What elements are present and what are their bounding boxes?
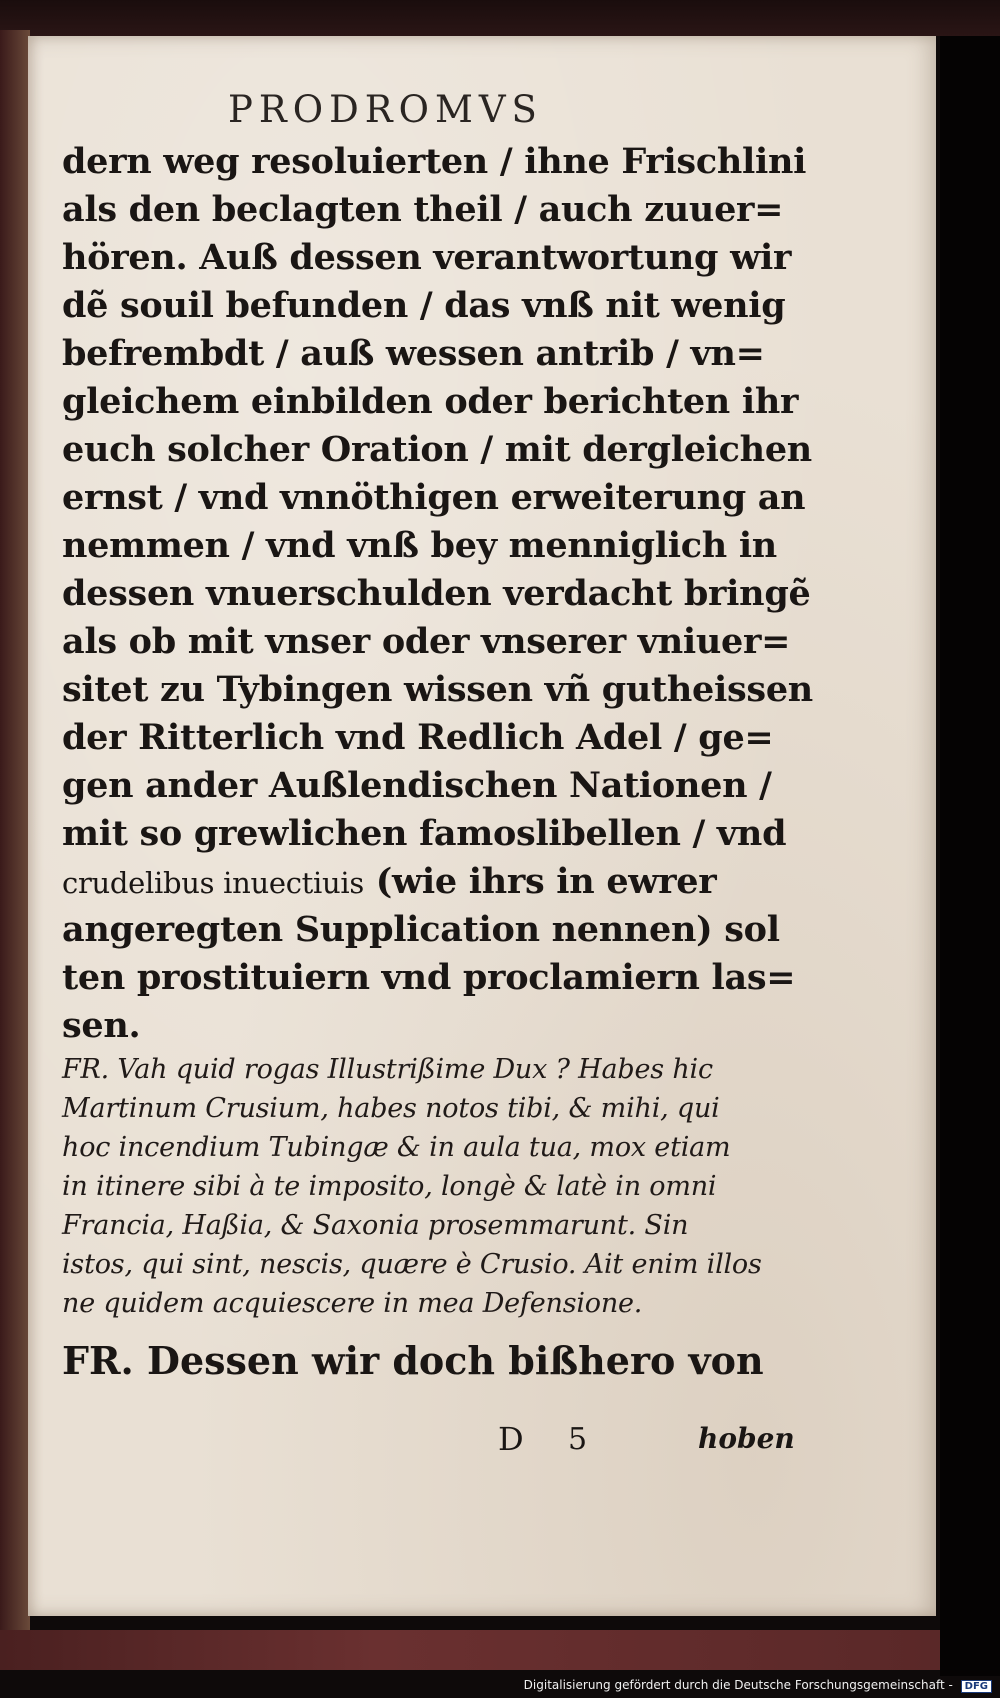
text-line: ernst / vnd vnnöthigen erweiterung an bbox=[62, 477, 806, 518]
text-line: mit so grewlichen famoslibellen / vnd bbox=[62, 813, 787, 854]
latin-line: Martinum Crusium, habes notos tibi, & mihi, qui bbox=[62, 1093, 720, 1124]
text-line: befrembdt / auß wessen antrib / vn= bbox=[62, 333, 765, 374]
digitization-credit bbox=[524, 1678, 992, 1696]
text-line: sen. bbox=[62, 1005, 141, 1046]
text-line: der Ritterlich vnd Redlich Adel / ge= bbox=[62, 717, 774, 758]
dfg-logo: DFG bbox=[961, 1680, 992, 1693]
running-head: PRODROMVS bbox=[228, 88, 543, 131]
book-cover-edge bbox=[0, 1630, 940, 1670]
credit-text: Digitalisierung gefördert durch die Deutsche Forschungsgemeinschaft - bbox=[523, 1678, 953, 1692]
text-line: gen ander Außlendischen Nationen / bbox=[62, 765, 772, 806]
page-body bbox=[62, 138, 813, 1389]
text-line: nemmen / vnd vnß bey menniglich in bbox=[62, 525, 777, 566]
latin-line: in itinere sibi à te imposito, longè & latè in omni bbox=[62, 1171, 717, 1202]
german-phrase: (wie ihrs in ewrer bbox=[375, 861, 717, 902]
text-line: als den beclagten theil / auch zuuer= bbox=[62, 189, 784, 230]
text-line: angeregten Supplication nennen) sol bbox=[62, 909, 780, 950]
latin-line: FR. Vah quid rogas Illustrißime Dux ? Habes hic bbox=[62, 1054, 713, 1085]
text-line: dẽ souil befunden / das vnß nit wenig bbox=[62, 285, 786, 326]
text-line: dern weg resoluierten / ihne Frischlini bbox=[62, 141, 807, 182]
signature-number: 5 bbox=[568, 1422, 588, 1457]
latin-line: hoc incendium Tubingæ & in aula tua, mox etiam bbox=[62, 1132, 731, 1163]
scan-top-border bbox=[0, 0, 1000, 36]
text-line: ten prostituiern vnd proclamiern las= bbox=[62, 957, 796, 998]
book-binding-edge bbox=[0, 30, 30, 1670]
text-line: dessen vnuerschulden verdacht bringẽ bbox=[62, 573, 811, 614]
book-page bbox=[28, 36, 936, 1616]
speaker-line: FR. Dessen wir doch bißhero von bbox=[62, 1338, 764, 1383]
latin-line: istos, qui sint, nescis, quære è Crusio. Ait enim illos bbox=[62, 1249, 762, 1280]
latin-phrase: crudelibus inuectiuis bbox=[62, 866, 364, 900]
mixed-text-line bbox=[62, 858, 782, 906]
latin-line: ne quidem acquiescere in mea Defensione. bbox=[62, 1288, 643, 1319]
text-line: gleichem einbilden oder berichten ihr bbox=[62, 381, 799, 422]
scan-right-border bbox=[940, 36, 1000, 1676]
catchword: hoben bbox=[698, 1422, 795, 1455]
text-line: als ob mit vnser oder vnserer vniuer= bbox=[62, 621, 791, 662]
text-line: sitet zu Tybingen wissen vñ gutheissen bbox=[62, 669, 813, 710]
signature-mark: D bbox=[498, 1420, 524, 1458]
page-footer-line bbox=[498, 1420, 798, 1464]
text-line: euch solcher Oration / mit dergleichen bbox=[62, 429, 812, 470]
latin-line: Francia, Haßia, & Saxonia prosemmarunt. Sin bbox=[62, 1210, 689, 1241]
text-line: hören. Auß dessen verantwortung wir bbox=[62, 237, 792, 278]
